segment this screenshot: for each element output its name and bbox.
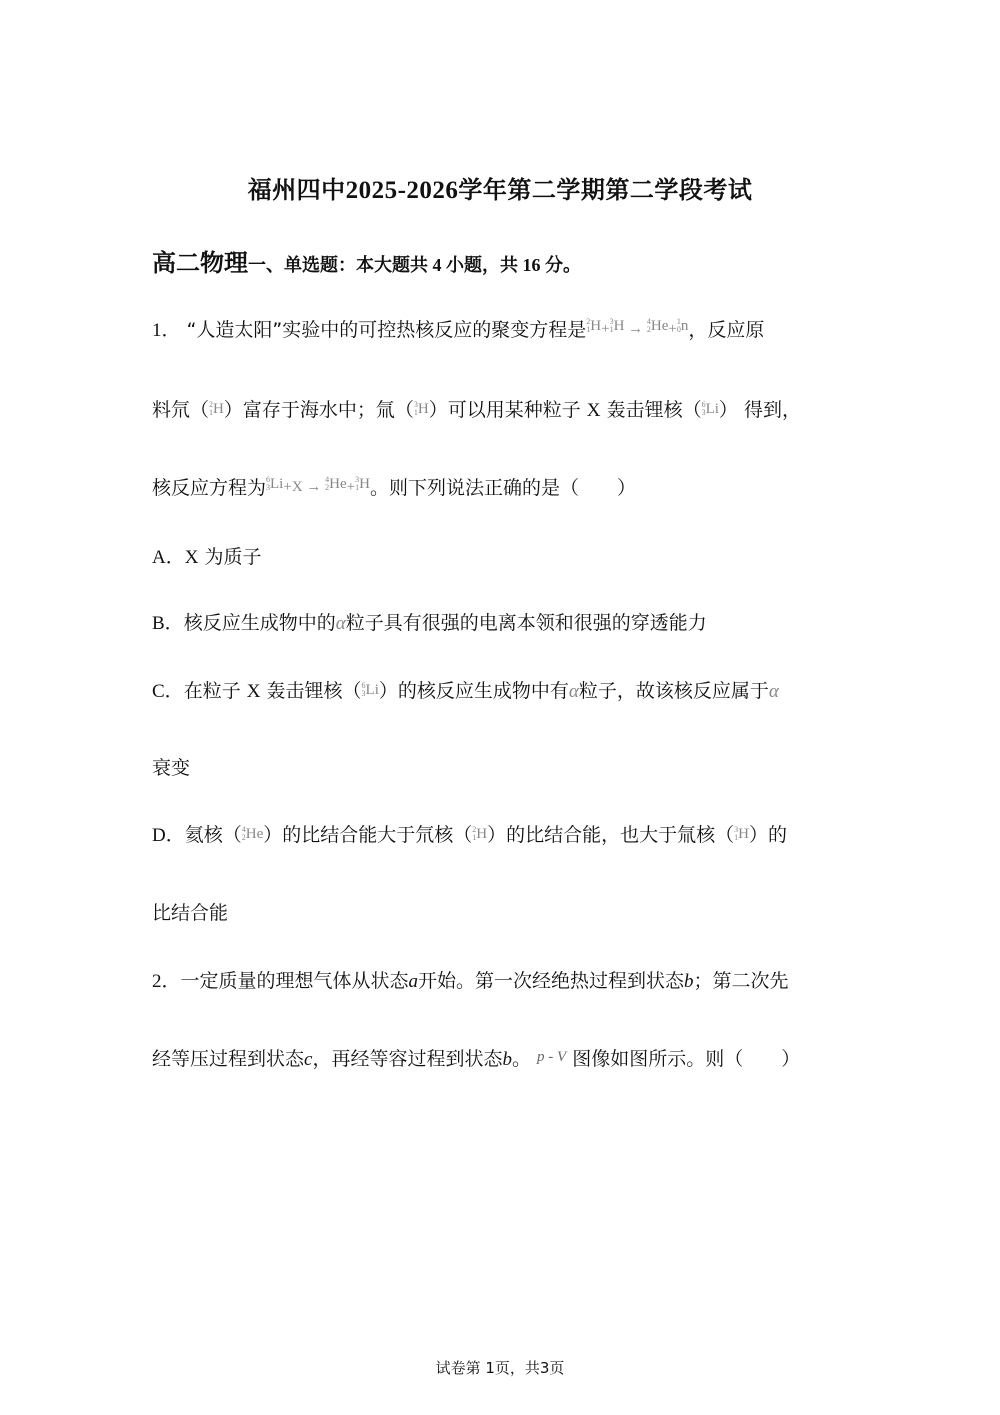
title-school: 福州四中 (247, 176, 346, 204)
title-year: 2025-2026 (345, 177, 459, 204)
q1-line-1 (152, 315, 764, 342)
state-c: c (304, 1049, 313, 1070)
q1-option-d[interactable]: D．氦核（ 4 2 He）的比结合能大于氘核（ 2 1 H）的比结合能，也大于氚核（ 3 1 H）的 (152, 824, 787, 846)
q1-line-3: 核反应方程为 6 3 Li+X → 4 2 He+ 3 1 H。则下列说法正确的是（ ） (152, 475, 636, 499)
q1-option-a[interactable]: A．X 为质子 (152, 546, 262, 568)
deuterium-symbol: 2 1 H (209, 400, 224, 417)
q1-option-c[interactable]: C．在粒子 X 轰击锂核（ 6 3 Li）的核反应生成物中有α粒子，故该核反应属于α (152, 680, 779, 702)
title-rest: 学年第二学期第二学段考试 (458, 176, 753, 204)
pv-label: p - V (537, 1049, 567, 1065)
section-heading-b: 小题，共 (446, 255, 518, 276)
q1-stem-1-tail: ，反应原 (688, 319, 765, 341)
lithium-symbol: 6 3 Li (701, 400, 719, 417)
q2-number: 2． (152, 971, 181, 992)
state-a: a (408, 971, 419, 992)
q1-option-c-cont: 衰变 (152, 757, 191, 779)
question-count: 4 (432, 255, 442, 275)
q2-line-2: 经等压过程到状态c，再经等容过程到状态b。 $^{p - V}$ 图像如图所示。则（ ） (152, 1048, 801, 1070)
section-heading-c: 分。 (545, 255, 581, 276)
tritium-symbol: 3 1 H (413, 400, 429, 417)
fusion-equation: 2 1 H+ 3 1 H → 4 2 He+ 1 0 n (586, 317, 689, 337)
q1-number: 1． (152, 320, 181, 341)
exam-title (0, 170, 1000, 205)
q2-line-1: 2．一定质量的理想气体从状态a开始。第一次经绝热过程到状态b；第二次先 (152, 970, 789, 992)
q1-stem-1: “人造太阳”实验中的可控热核反应的聚变方程是 (186, 319, 587, 341)
section-heading (152, 243, 581, 278)
state-b: b (684, 971, 694, 992)
q1-option-b[interactable]: B．核反应生成物中的α粒子具有很强的电离本领和很强的穿透能力 (152, 612, 707, 634)
alpha-symbol: α (335, 613, 346, 634)
section-score: 16 (522, 255, 541, 275)
subject-label: 高二物理 (152, 249, 248, 277)
q1-line-2: 料氘（ 2 1 H）富存于海水中；氚（ 3 1 H）可以用某种粒子 X 轰击锂核（ 6 3 Li） 得到， (152, 399, 801, 421)
reaction-equation: 6 3 Li+X → 4 2 He+ 3 1 H (266, 475, 370, 495)
section-heading-a: 一、单选题：本大题共 (248, 255, 428, 276)
page-footer: 试卷第 1页，共3页 (435, 1359, 565, 1377)
q1-option-d-cont: 比结合能 (152, 902, 229, 924)
